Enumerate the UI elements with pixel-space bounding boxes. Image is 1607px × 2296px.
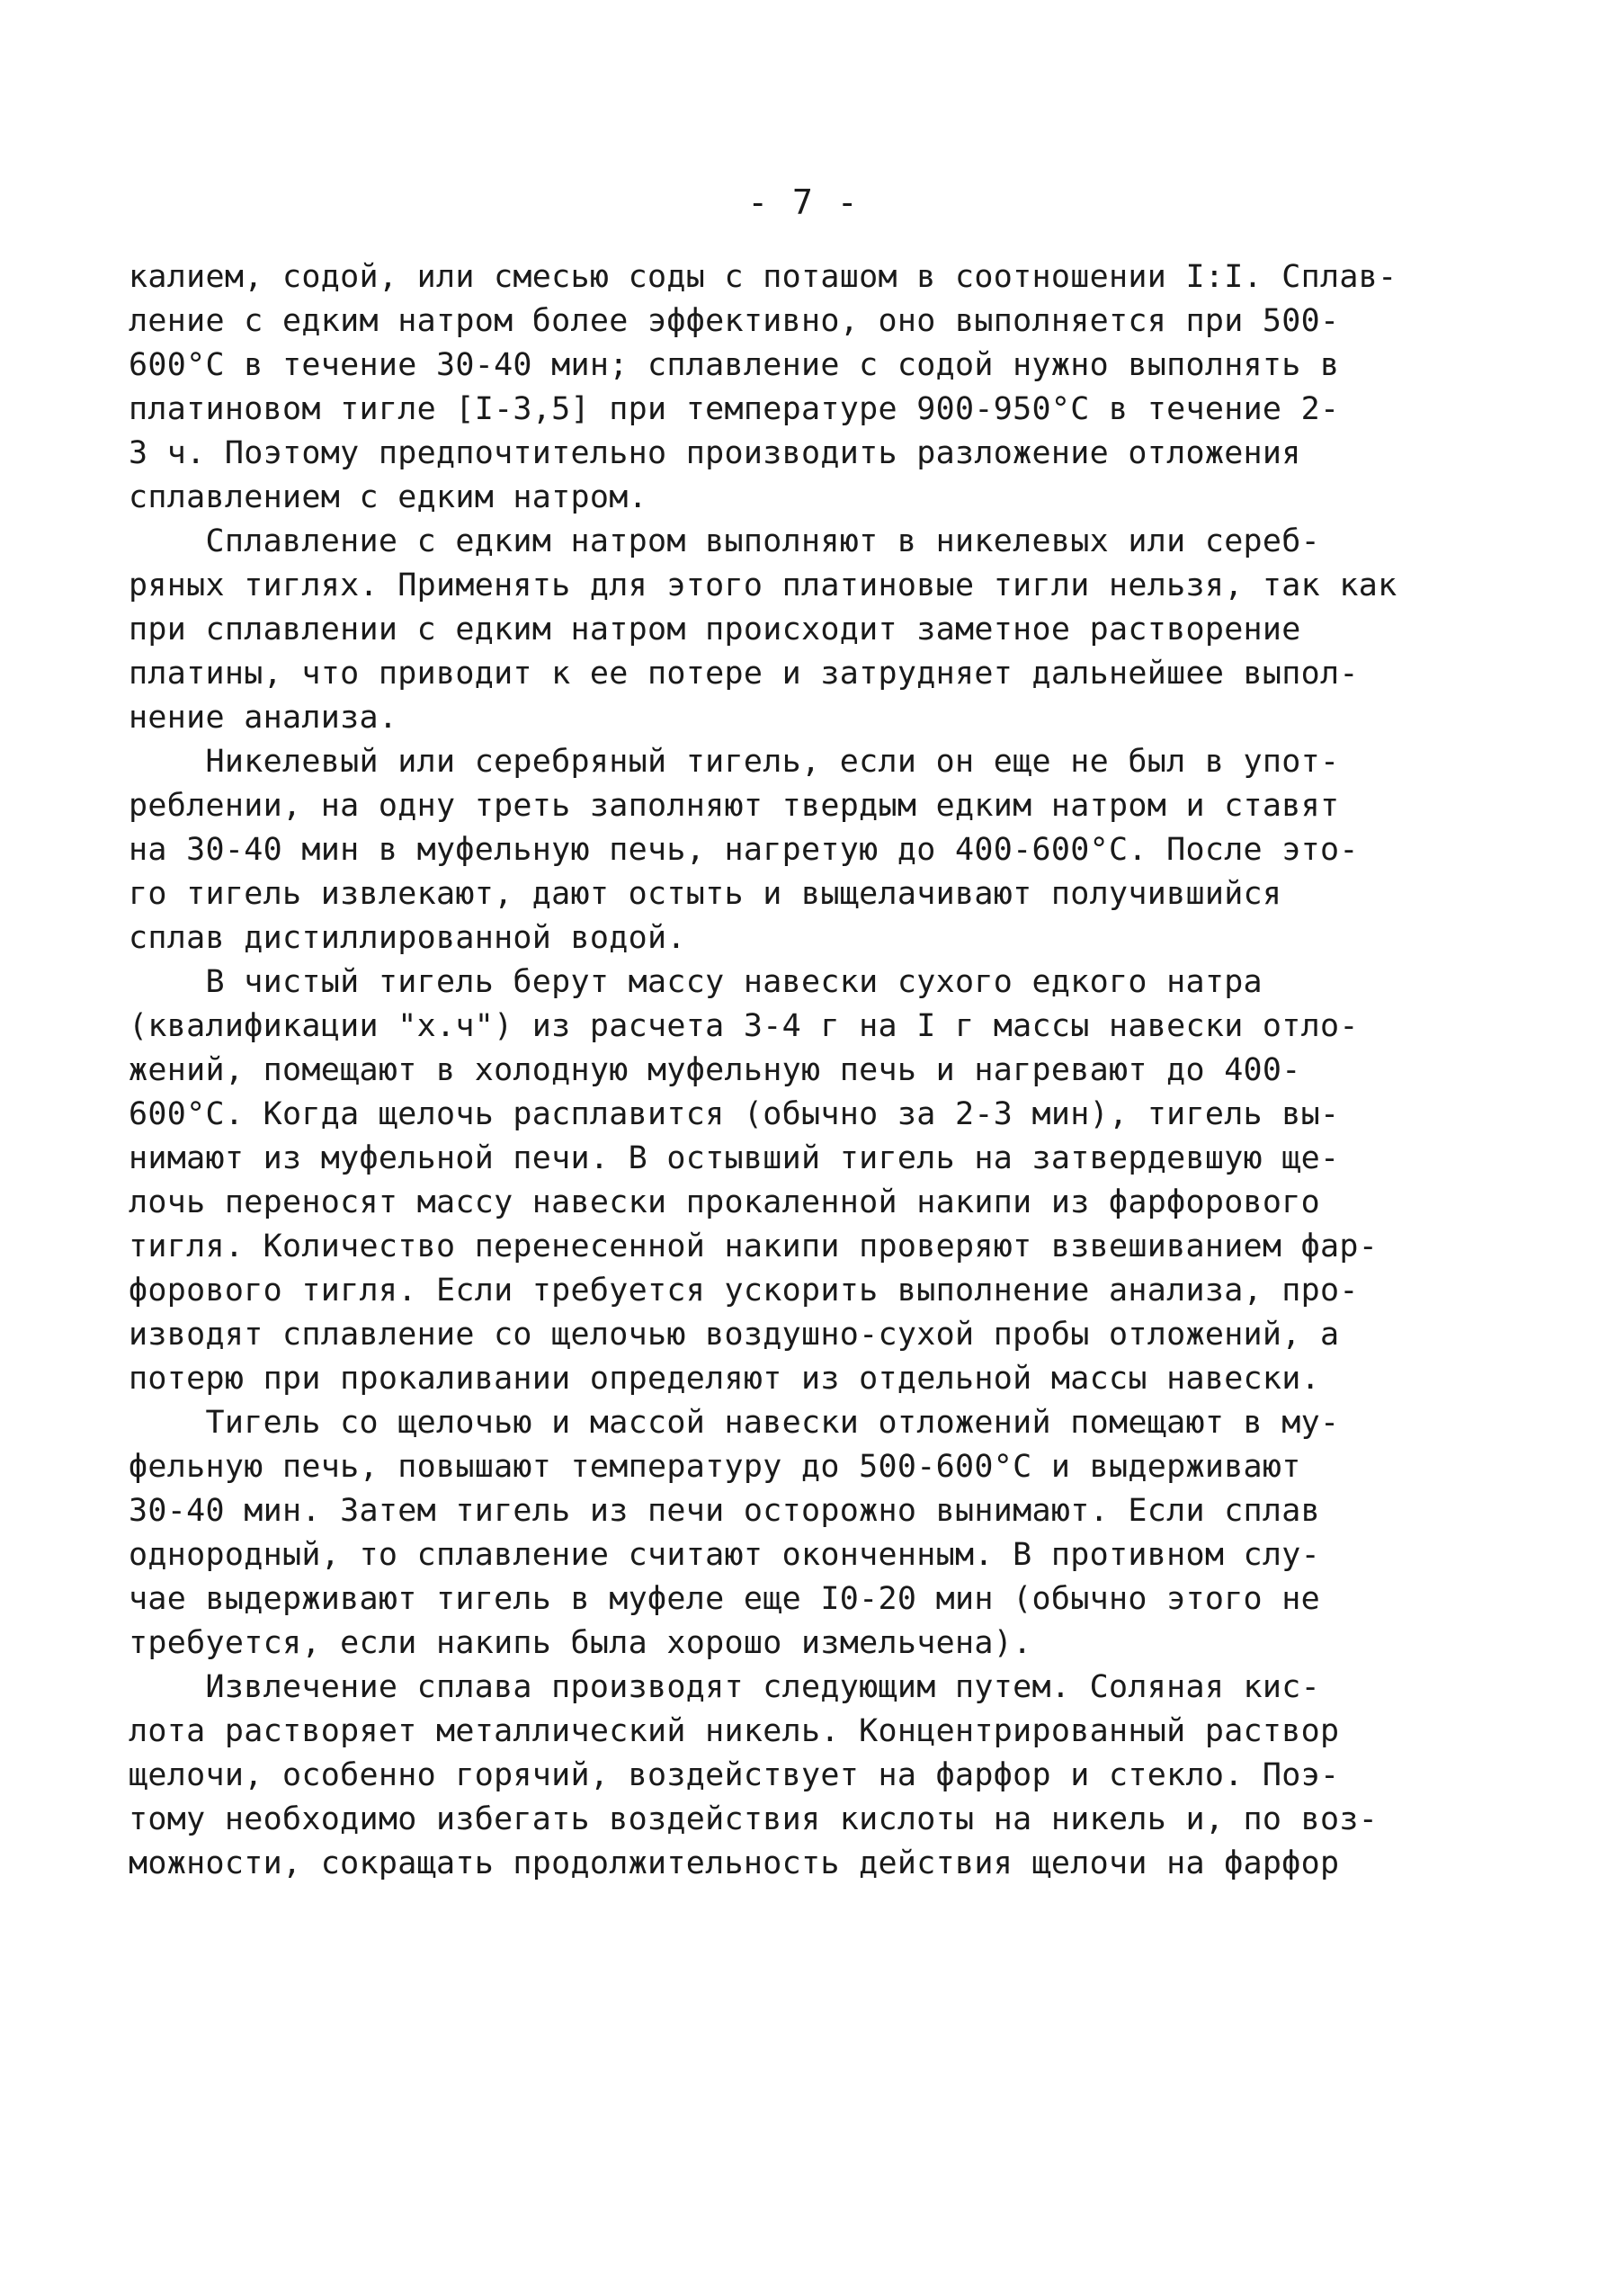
text-line: при сплавлении с едким натром происходит заметное растворение: [129, 612, 1301, 648]
text-line: ление с едким натром более эффективно, оно выполняется при 500-: [129, 303, 1340, 339]
page-number: - 7 -: [747, 183, 860, 222]
text-line: 600°C. Когда щелочь расплавится (обычно за 2-3 мин), тигель вы-: [129, 1096, 1340, 1132]
text-line: изводят сплавление со щелочью воздушно-сухой пробы отложений, а: [129, 1317, 1340, 1353]
text-line: ряных тиглях. Применять для этого платиновые тигли нельзя, так как: [129, 567, 1397, 603]
text-line: жений, помещают в холодную муфельную печь и нагревают до 400-: [129, 1052, 1301, 1088]
text-line: тигля. Количество перенесенной накипи проверяют взвешиванием фар-: [129, 1228, 1379, 1264]
text-line: однородный, то сплавление считают оконченным. В противном слу-: [129, 1537, 1321, 1573]
text-line: нимают из муфельной печи. В остывший тигель на затвердевшую ще-: [129, 1140, 1340, 1176]
document-body-text: [129, 255, 1397, 1886]
text-line: Извлечение сплава производят следующим путем. Соляная кис-: [129, 1669, 1321, 1705]
text-line: сплавлением с едким натром.: [129, 479, 648, 515]
text-line: тому необходимо избегать воздействия кислоты на никель и, по воз-: [129, 1801, 1379, 1837]
text-line: 3 ч. Поэтому предпочтительно производить разложение отложения: [129, 435, 1301, 471]
text-line: чае выдерживают тигель в муфеле еще I0-20 мин (обычно этого не: [129, 1581, 1321, 1617]
text-line: Никелевый или серебряный тигель, если он еще не был в упот-: [129, 744, 1340, 780]
text-line: потерю при прокаливании определяют из отдельной массы навески.: [129, 1361, 1321, 1397]
text-line: фельную печь, повышают температуру до 500-600°C и выдерживают: [129, 1449, 1301, 1485]
text-line: 30-40 мин. Затем тигель из печи осторожно вынимают. Если сплав: [129, 1493, 1321, 1529]
text-line: лота растворяет металлический никель. Концентрированный раствор: [129, 1713, 1340, 1749]
text-line: Тигель со щелочью и массой навески отложений помещают в му-: [129, 1405, 1340, 1441]
text-line: платиновом тигле [I-3,5] при температуре 900-950°C в течение 2-: [129, 391, 1340, 427]
text-line: реблении, на одну треть заполняют твердым едким натром и ставят: [129, 788, 1340, 824]
text-line: сплав дистиллированной водой.: [129, 920, 686, 956]
text-line: лочь переносят массу навески прокаленной накипи из фарфорового: [129, 1184, 1321, 1220]
text-line: нение анализа.: [129, 700, 398, 736]
text-line: В чистый тигель берут массу навески сухого едкого натра: [129, 964, 1263, 1000]
text-line: можности, сокращать продолжительность действия щелочи на фарфор: [129, 1845, 1340, 1881]
text-line: щелочи, особенно горячий, воздействует на фарфор и стекло. Поэ-: [129, 1757, 1340, 1793]
text-line: го тигель извлекают, дают остыть и выщелачивают получившийся: [129, 876, 1282, 912]
text-line: Сплавление с едким натром выполняют в никелевых или сереб-: [129, 523, 1321, 559]
text-line: 600°C в течение 30-40 мин; сплавление с содой нужно выполнять в: [129, 347, 1340, 383]
text-line: (квалификации "х.ч") из расчета 3-4 г на I г массы навески отло-: [129, 1008, 1359, 1044]
text-line: форового тигля. Если требуется ускорить выполнение анализа, про-: [129, 1273, 1359, 1309]
text-line: требуется, если накипь была хорошо измельчена).: [129, 1625, 1032, 1661]
text-line: на 30-40 мин в муфельную печь, нагретую до 400-600°C. После это-: [129, 832, 1359, 868]
text-line: платины, что приводит к ее потере и затрудняет дальнейшее выпол-: [129, 656, 1359, 692]
text-line: калием, содой, или смесью соды с поташом в соотношении I:I. Сплав-: [129, 259, 1397, 295]
